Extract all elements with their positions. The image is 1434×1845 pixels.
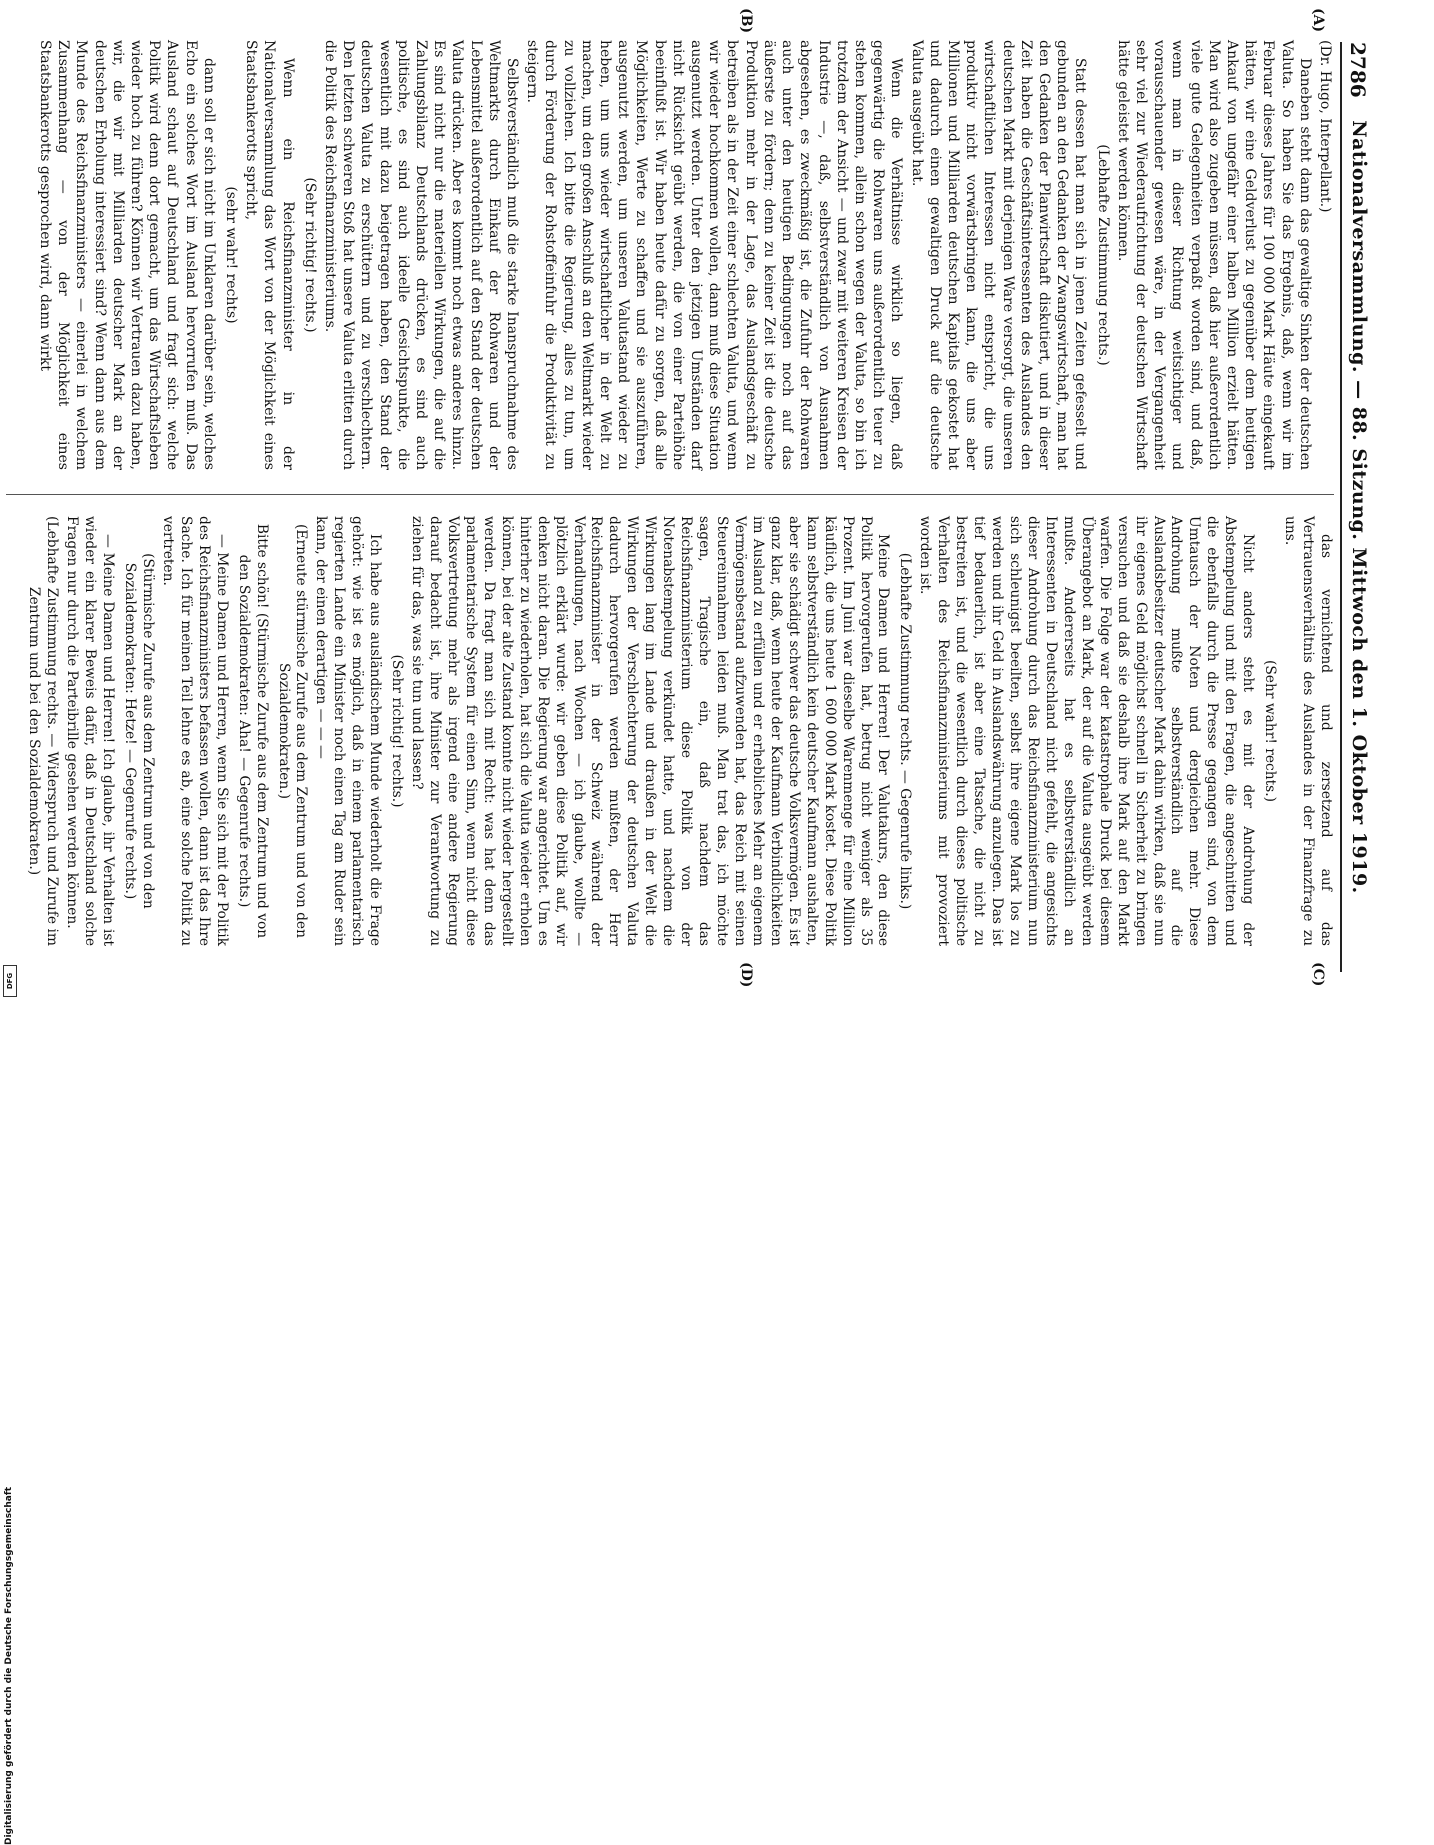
paragraph: Daneben steht dann das gewaltige Sinken der deutschen Valuta. So haben Sie das Ergebnis, daß, wenn wir im Februar dieses Jahres für 100 000 Mark Häute eingekauft hätten, wir eine Geldverlust zu gegenüber dem heutigen Ankauf von ungefähr einer halben Million erzielt hätten. Man wird also zugeben müssen, daß hier außerordentlich viele gute Gelegenheiten verpaßt worden sind, und daß, wenn man in dieser Richtung weitsichtiger und vorausschauender gewesen wäre, in der Vergangenheit sehr viel zur Wiederaufrichtung der deutschen Wirtschaft hätte geleistet werden können.: [1114, 40, 1313, 470]
speaker-line: (Dr. Hugo, Interpellant.): [1317, 40, 1333, 213]
paragraph: das vernichtend und zersetzend auf das Vertrauensverhältnis des Auslandes in der Finanzfrage zu uns.: [1282, 516, 1334, 946]
paragraph: Ich habe aus ausländischem Munde wiederholt die Frage gehört: wie ist es möglich, daß in einem parlamentarisch regierten Lande ein Minister noch einen Tag am Ruder sein kann, der einen derartigen — — —: [313, 516, 384, 946]
margin-mark-d: (D): [738, 962, 754, 988]
page-title: Nationalversammlung. — 88. Sitzung. Mittwoch den 1. Oktober 1919.: [1348, 120, 1370, 894]
interjection: (Erneute stürmische Zurufe aus dem Zentrum und von den Sozialdemokraten.): [275, 524, 310, 938]
header-rule: [1340, 42, 1342, 972]
interjection: (sehr wahr! rechts): [223, 186, 240, 324]
paragraph: Nicht anders steht es mit der Androhung der Abstempelung und mit den Fragen, die angeschnitten und die ebenfalls durch die Presse gegangen sind, von dem Umtausch der Noten und dergleichen mehr. Diese Androhung mußte selbstverständlich auf die Auslandsbesitzer deutscher Mark dahin wirken, daß sie nun ihr eigenes Geld möglichst schnell in Sicherheit zu bringen versuchen und daß sie deshalb ihre Mark auf den Markt warfen. Die Folge war der katastrophale Druck bei diesem Überangebot an Mark, der auf die Valuta ausgeübt werden mußte. Andererseits hat es selbstverständlich an Interessenten in Deutschland nicht gefehlt, die angesichts dieser Androhung durch das Reichsfinanzministerium nun sich schleunigst beeilten, selbst ihre eigene Mark los zu werden und ihr Geld in Auslandswährung anzulegen. Das ist tief bedauerlich, ist aber eine Tatsache, die nicht zu bestreiten ist, und die wesentlich durch dieses politische Verhalten des Reichsfinanzministeriums mit provoziert worden ist.: [917, 516, 1257, 946]
interjection: Bitte schön! (Stürmische Zurufe aus dem Zentrum und von den Sozialdemokraten: Aha! — Gegenrufe rechts.): [235, 523, 270, 939]
interjection: (Sehr richtig! rechts.): [389, 654, 406, 808]
paragraph: Wenn ein Reichsfinanzminister in der Nationalversammlung das Wort von der Möglichkeit eines Staatsbankerotts spricht,: [243, 40, 296, 470]
page-number: 2786: [1346, 42, 1370, 98]
paragraph: — Meine Damen und Herren, wenn Sie sich mit der Politik des Reichsfinanzministers befassen wollen, dann ist das Ihre Sache. Ich für meinen Teil lehne es ab, eine solche Politik zu vertreten.: [159, 516, 230, 946]
page-header: [1340, 42, 1374, 972]
paragraph: Meine Damen und Herren! Der Valutakurs, den diese Politik hervorgerufen hat, betrug nicht weniger als 35 Prozent. Im Juni war dieselbe Warenmenge für eine Million käuflich, die uns heute 1 600 000 Mark kostet. Diese Politik kann selbstverständlich kein deutscher Kaufmann aushalten, aber sie schädigt schwer das deutsche Volksvermögen. Es ist ganz klar, daß, wenn heute der Kaufmann Verbindlichkeiten im Ausland zu erfüllen und er erhebliches Mehr an eigenem Vermögensbestand aufzuwenden hat, das Reich mit seinen Steuereinnahmen leiden muß. Man trat das, ich möchte sagen, Tragische ein, daß nachdem das Reichsfinanzministerium diese Politik von der Notenabstempelung verkündet hatte, und nachdem die Wirkungen lang im Lande und draußen in der Welt die Wirkungen der Verschlechterung der deutschen Valuta dadurch hervorgerufen werden mußten, der Herr Reichsfinanzminister in der Schweiz während der Verhandlungen, nach Wochen — ich glaube, wollte — plötzlich erklärt wurde: wir geben diese Politik auf, wir denken nicht daran. Die Regierung war angerichtet. Um es hinterher zu wiederholen, hat sich die Valuta wieder erholen können, bei der alte Zustand konnte nicht wieder hergestellt werden. Da fragt man sich mit Recht: was hat denn das parlamentarische System für einen Sinn, wenn nicht diese Volksvertretung mehr als irgend eine andere Regierung darauf bedacht ist, ihre Minister zur Verantwortung zu ziehen für das, was sie tun und lassen?: [409, 516, 892, 946]
column-divider: [6, 494, 1334, 495]
margin-mark-b: (B): [738, 8, 754, 34]
paragraph: Selbstverständlich muß die starke Inanspruchnahme des Weltmarkts durch Einkauf der Rohwaren und der Lebensmittel außerordentlich auf den Stand der deutschen Valuta drücken. Aber es kommt noch etwas anderes hinzu. Es sind nicht nur die materiellen Wirkungen, die auf die Zahlungsbilanz Deutschlands drücken, es sind auch politische, es sind auch ideelle Gesichtspunkte, die wesentlich mit dazu beigetragen haben, den Stand der deutschen Valuta zu erschüttern und zu verschlechtern. Den letzten schweren Stoß hat unsere Valuta erlitten durch die Politik des Reichsfinanzministeriums.: [322, 40, 521, 470]
paragraph: — Meine Damen und Herren! Ich glaube, ihr Verhalten ist wieder ein klarer Beweis dafür, daß in Deutschland solche Fragen nur durch die Parteibrille gesehen werden können.: [64, 516, 117, 946]
interjection: (Lebhafte Zustimmung rechts. — Widerspruch und Zurufe im Zentrum und bei den Sozialdemokraten.): [26, 516, 61, 946]
text-column-left: [34, 40, 1334, 470]
paragraph: Wenn die Verhältnisse wirklich so liegen, daß gegenwärtig die Rohwaren uns außerordentlich teuer zu stehen kommen, allein schon wegen der Valuta, so bin ich trotzdem der Ansicht — und zwar mit weiteren Kreisen der Industrie —, daß, selbstverständlich von Ausnahmen abgesehen, es zweckmäßig ist, die Zufuhr der Rohwaren auch unter den heutigen Bedingungen noch auf das äußerste zu fördern; denn zu keiner Zeit ist die deutsche Produktion mehr in der Lage, das Auslandsgeschäft zu betreiben als in der Zeit einer schlechten Valuta, und wenn wir wieder hochkommen wollen, dann muß diese Situation ausgenutzt werden. Unter den jetzigen Umständen darf nicht Rücksicht geübt werden, die von einer Parteihöhe beeinflußt ist. Wir haben heute dafür zu sorgen, daß alle Möglichkeiten, Werte zu schaffen und sie auszuführen, ausgenutzt werden, um unseren Valutastand wieder zu heben, um uns wieder wirtschaftlicher in der Welt zu machen, um den großen Anschluß an den Weltmarkt wieder zu vollziehen. Ich bitte die Regierung, alles zu tun, um durch Förderung der Rohstoffeinfuhr die Produktivität zu steigern.: [524, 40, 905, 470]
paragraph: dann soll er sich nicht im Unklaren darüber sein, welches Echo ein solches Wort im Ausland hervorrufen muß. Das Ausland schaut auf Deutschland und fragt sich: welche Politik wird denn dort gemacht, um das Wirtschaftsleben wieder hoch zu führen? Können wir Vertrauen dazu haben, wir, die wir mit Milliarden deutscher Mark an der deutschen Erholung interessiert sind? Wenn dann aus dem Munde des Reichsfinanzministers — einerlei in welchem Zusammenhang — von der Möglichkeit eines Staatsbankerotts gesprochen wird, dann wirkt: [36, 40, 217, 470]
interjection: (Sehr richtig! rechts.): [301, 177, 318, 333]
dfg-logo: DFG: [3, 965, 17, 997]
margin-mark-c: (C): [1310, 962, 1326, 987]
interjection: (Lebhafte Zustimmung rechts. — Gegenrufe links.): [897, 552, 914, 910]
interjection: (Sehr wahr! rechts.): [1262, 659, 1279, 803]
text-column-right: [20, 516, 1334, 946]
paragraph: Statt dessen hat man sich in jenen Zeiten gefesselt und gebunden an den Gedanken der Zwangswirtschaft, man hat den Gedanken der Planwirtschaft diskutiert, und in dieser Zeit haben die Geschäftsinteressenten des Auslandes den deutschen Markt mit derjenigen Ware versorgt, die unseren wirtschaftlichen Interessen nicht entspricht, die uns produktiv nicht vorwärtsbringen kann, die uns aber Millionen und Milliarden deutschen Kapitals gekostet hat und dadurch einen gewaltigen Druck auf die deutsche Valuta ausgeübt hat.: [908, 40, 1089, 470]
margin-mark-a: (A): [1310, 8, 1326, 33]
interjection: (Lebhafte Zustimmung rechts.): [1094, 144, 1111, 366]
footer-credit-text: Digitalisierung gefördert durch die Deutsche Forschungsgemeinschaft: [4, 1486, 14, 1845]
interjection: (Stürmische Zurufe aus dem Zentrum und von den Sozialdemokraten: Hetze! — Gegenrufe rechts.): [122, 553, 156, 909]
